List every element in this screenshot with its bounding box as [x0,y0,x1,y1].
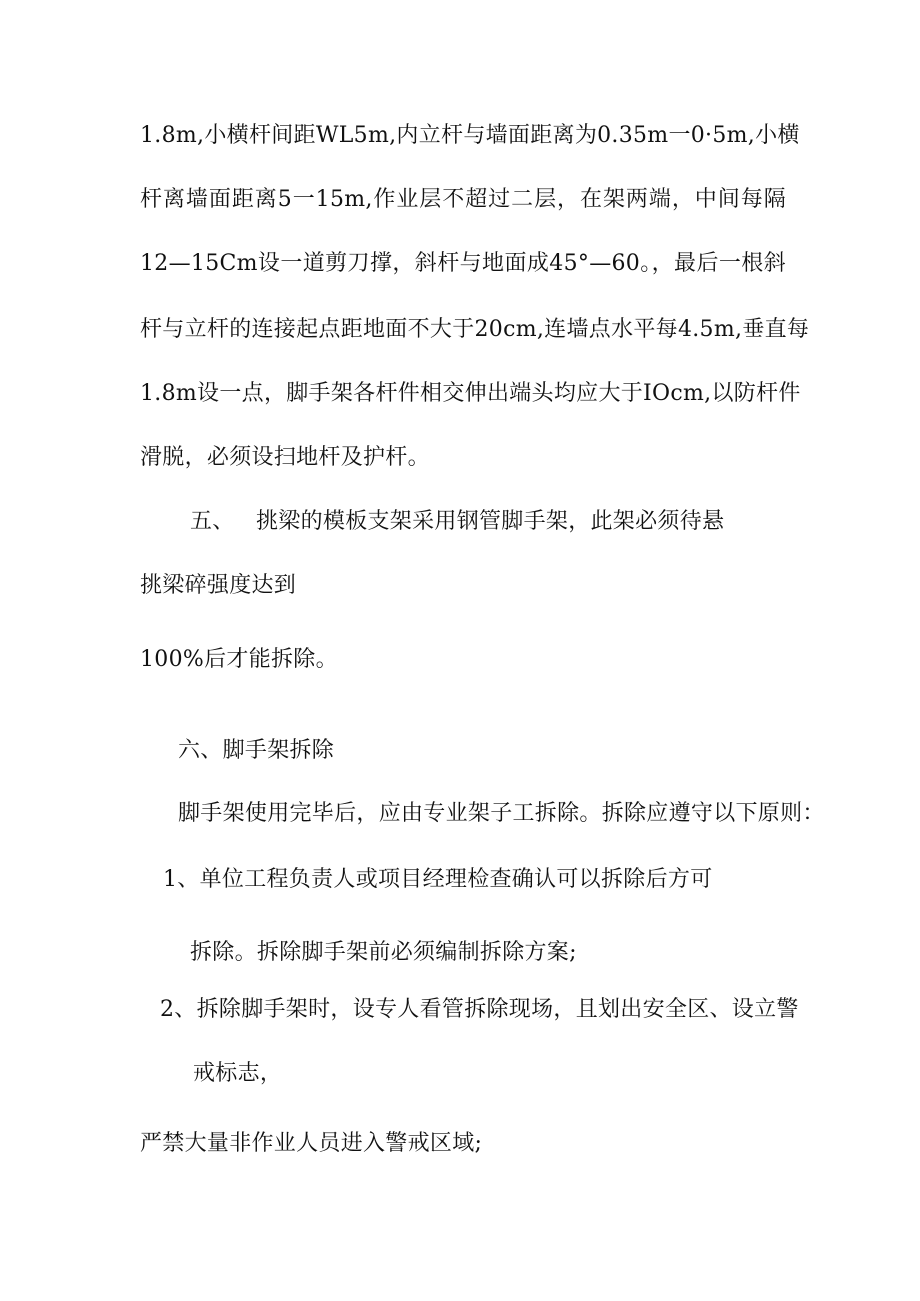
item-1-line-1: 1、单位工程负责人或项目经理检查确认可以拆除后方可 [163,867,713,892]
section-5-continuation-1: 挑梁碎强度达到 [140,573,297,598]
item-2-line-3: 严禁大量非作业人员进入警戒区域; [140,1131,483,1156]
paragraph-line-2: 杆离墙面距离5一15m,作业层不超过二层，在架两端，中间每隔 [140,187,786,212]
paragraph-line-5: 1.8m设一点，脚手架各杆件相交伸出端头均应大于IOcm,以防杆件 [140,381,801,406]
section-5-number: 五、 [190,509,235,534]
section-6-intro: 脚手架使用完毕后，应由专业架子工拆除。拆除应遵守以下原则： [178,801,825,826]
item-2-line-2: 戒标志， [193,1061,283,1086]
paragraph-line-4: 杆与立杆的连接起点距地面不大于20cm,连墙点水平每4.5m,垂直每 [140,317,810,342]
section-5-text: 挑梁的模板支架采用钢管脚手架，此架必须待悬 [256,509,725,534]
paragraph-line-3: 12—15Cm设一道剪刀撑，斜杆与地面成45°—60。，最后一根斜 [140,251,786,276]
section-5-continuation-2: 100%后才能拆除。 [140,647,338,672]
item-2-line-1: 2、拆除脚手架时，设专人看管拆除现场，且划出安全区、设立警 [160,997,799,1022]
section-6-heading: 六、脚手架拆除 [178,738,335,763]
section-5-heading [190,508,724,536]
item-1-line-2: 拆除。拆除脚手架前必须编制拆除方案; [190,940,577,965]
paragraph-line-1: 1.8m,小横杆间距WL5m,内立杆与墙面距离为0.35m一0·5m,小横 [140,123,800,148]
paragraph-line-6: 滑脱，必须设扫地杆及护杆。 [140,445,430,470]
